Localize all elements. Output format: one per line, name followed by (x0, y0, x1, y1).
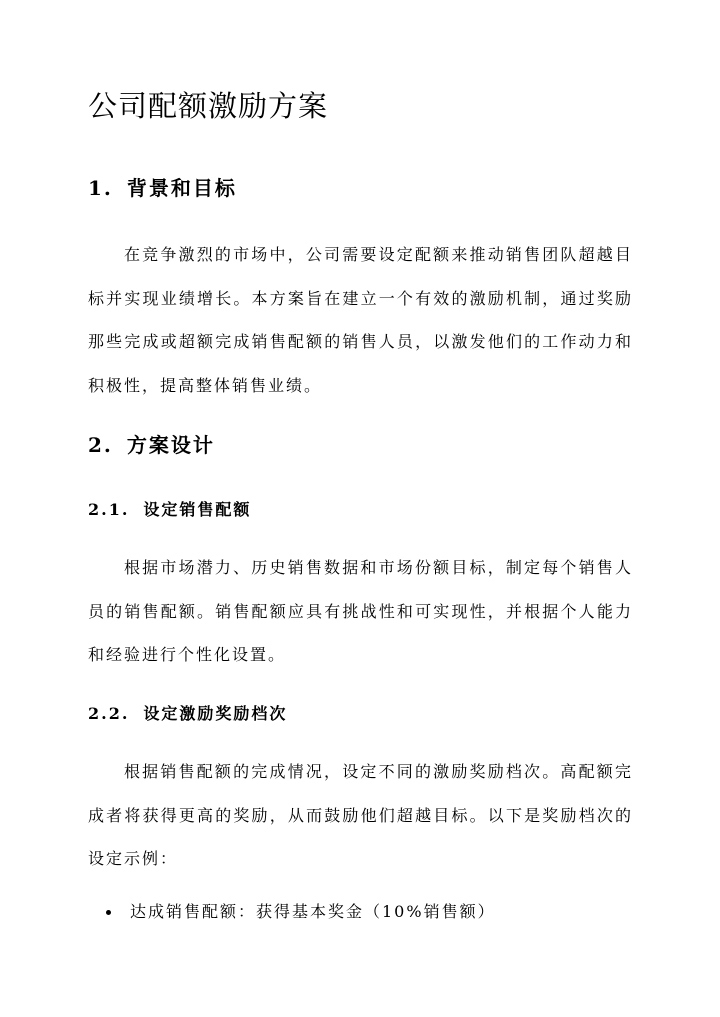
subsection-2-2-paragraph: 根据销售配额的完成情况，设定不同的激励奖励档次。高配额完成者将获得更高的奖励，从而鼓励他们超越目标。以下是奖励档次的设定示例： (88, 762, 633, 868)
section-1-heading (88, 174, 237, 202)
bullet-dot-icon (106, 910, 111, 915)
section-2-number: 2. (88, 433, 113, 457)
subsection-2-1-title: 设定销售配额 (143, 500, 252, 519)
subsection-2-1-heading (88, 498, 251, 522)
subsection-2-2-number: 2.2. (88, 704, 130, 723)
section-2-title: 方案设计 (126, 433, 215, 457)
list-item-text: 达成销售配额：获得基本奖金（10%销售额） (130, 902, 496, 921)
subsection-2-1-number: 2.1. (88, 500, 130, 519)
section-1-number: 1. (88, 176, 113, 200)
subsection-2-2-title: 设定激励奖励档次 (143, 704, 288, 723)
document-title: 公司配额激励方案 (88, 89, 329, 123)
reward-tier-list (88, 898, 496, 926)
subsection-2-1-paragraph: 根据市场潜力、历史销售数据和市场份额目标，制定每个销售人员的销售配额。销售配额应具有挑战性和可实现性，并根据个人能力和经验进行个性化设置。 (88, 558, 633, 664)
list-item (88, 898, 496, 926)
section-1-paragraph: 在竞争激烈的市场中，公司需要设定配额来推动销售团队超越目标并实现业绩增长。本方案旨在建立一个有效的激励机制，通过奖励那些完成或超额完成销售配额的销售人员，以激发他们的工作动力和积极性，提高整体销售业绩。 (88, 245, 633, 395)
section-1-title: 背景和目标 (126, 176, 237, 200)
subsection-2-2-heading (88, 702, 287, 726)
section-2-heading (88, 431, 215, 459)
